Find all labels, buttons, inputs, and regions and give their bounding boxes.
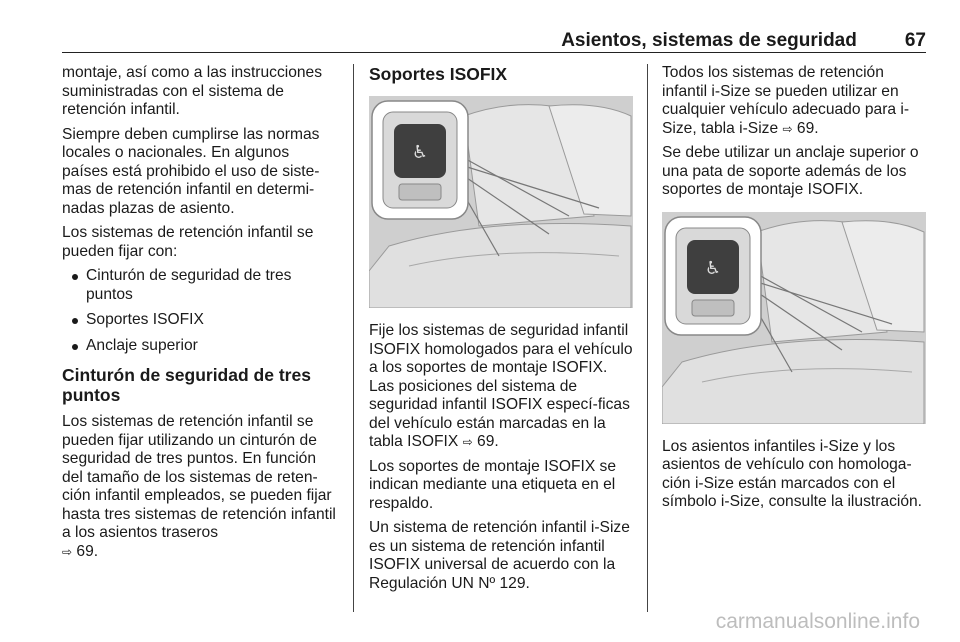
paragraph: Los sistemas de retención infantil se pueden fijar con: [62, 224, 314, 260]
paragraph: Un sistema de retención infantil i-Size es un sistema de retención infantil ISOFIX universal de acuerdo con la Regulación UN Nº 129. [369, 519, 630, 592]
page-ref-arrow-icon: ⇨ [62, 544, 73, 559]
paragraph [662, 64, 928, 138]
watermark: carmanualsonline.info [715, 610, 920, 633]
column-right [662, 64, 928, 518]
page-ref[interactable]: 69. [76, 542, 99, 560]
bullet-icon [72, 318, 78, 324]
column-divider [353, 64, 354, 612]
subheading: Soportes ISOFIX [369, 64, 508, 84]
page-ref[interactable]: 69. [796, 119, 819, 137]
paragraph: Los soportes de montaje ISOFIX se indican mediante una etiqueta en el respaldo. [369, 457, 617, 512]
column-left [62, 64, 338, 567]
paragraph: montaje, así como a las instrucciones suministradas con el sistema de retención infantil. [62, 64, 323, 118]
svg-text:♿: ♿ [704, 257, 722, 279]
rear-seat-isize-image [662, 212, 926, 424]
paragraph-text: Los sistemas de retención infantil se pueden fijar utilizando un cinturón de seguridad de tres puntos. En función del tamaño de los sistemas de reten-ción infantil empleados, se pueden fijar hasta tres sistemas de retención infantil a los asientos traseros [62, 413, 336, 541]
list-item-text: Cinturón de seguridad de tres puntos [86, 267, 292, 303]
paragraph: Siempre deben cumplirse las normas locales o nacionales. En algunos países está prohibido el uso de siste-mas de retención infantil en determi-nadas plazas de asiento. [62, 125, 320, 217]
paragraph: Los asientos infantiles i-Size y los asientos de vehículo con homologa-ción i-Size están marcados con el símbolo i-Size, consulte la ilustración. [662, 437, 923, 510]
paragraph-text: Fije los sistemas de seguridad infantil ISOFIX homologados para el vehículo a los soportes de montaje ISOFIX. Las posiciones del sistema de seguridad infantil ISOFIX especí-ficas del vehículo están marcadas en la tabla ISOFIX [369, 322, 633, 450]
page-ref-arrow-icon: ⇨ [462, 435, 473, 449]
list-item-text: Anclaje superior [86, 336, 198, 354]
section-title: Asientos, sistemas de seguridad [561, 30, 857, 51]
paragraph: Se debe utilizar un anclaje superior o una pata de soporte además de los soportes de montaje ISOFIX. [662, 144, 919, 198]
svg-text:♿: ♿ [411, 142, 429, 163]
list-item [62, 311, 338, 330]
page-number: 67 [904, 30, 926, 51]
bullet-list [62, 267, 338, 355]
column-middle [369, 64, 633, 599]
paragraph [369, 322, 633, 452]
list-item [62, 267, 338, 304]
page-header [62, 28, 926, 53]
column-divider [647, 64, 648, 612]
page-ref-arrow-icon: ⇨ [782, 121, 793, 136]
paragraph-text: Todos los sistemas de retención infantil i-Size se pueden utilizar en cualquier vehículo adecuado para i-Size, tabla i-Size [662, 64, 910, 137]
page-ref[interactable]: 69. [477, 433, 499, 450]
bullet-icon [72, 274, 78, 280]
isize-illustration [662, 212, 926, 424]
list-item [62, 337, 338, 356]
bullet-icon [72, 344, 78, 350]
list-item-text: Soportes ISOFIX [86, 311, 204, 328]
isofix-illustration [369, 96, 633, 308]
subheading: Cinturón de seguridad de tres puntos [62, 365, 311, 405]
rear-seat-isofix-image [369, 96, 633, 308]
paragraph [62, 413, 338, 561]
